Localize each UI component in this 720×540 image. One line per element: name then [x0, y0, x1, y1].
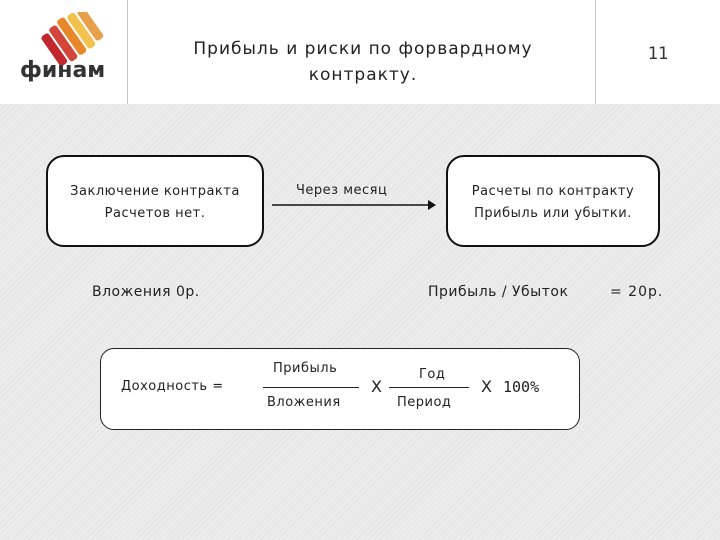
slide-header — [0, 0, 720, 104]
right-arrow-icon — [272, 199, 436, 211]
slide-title — [136, 36, 590, 88]
title-line-2: контракту. — [308, 65, 418, 85]
title-line-1: Прибыль и риски по форвардному — [193, 39, 533, 59]
contract-conclusion-line-1: Заключение контракта — [70, 184, 240, 199]
formula-lhs: Доходность = — [121, 379, 224, 394]
multiplier-percent: 100% — [503, 378, 540, 396]
slide-number: 11 — [647, 44, 669, 64]
fraction-2-denominator: Период — [397, 395, 452, 410]
profit-loss-text: Прибыль / Убыток — [428, 284, 569, 300]
settlement-line-2: Прибыль или убытки. — [474, 206, 632, 221]
multiply-sign-1: X — [371, 377, 382, 396]
fraction-2-numerator: Год — [419, 367, 446, 382]
contract-conclusion-line-2: Расчетов нет. — [104, 206, 206, 221]
settlement-box — [446, 155, 660, 247]
header-divider-left — [127, 0, 128, 104]
contract-conclusion-box — [46, 155, 264, 247]
fraction-1-numerator: Прибыль — [273, 361, 338, 376]
settlement-line-1: Расчеты по контракту — [471, 184, 635, 199]
multiply-sign-2: X — [481, 377, 492, 396]
fraction-2-bar — [389, 387, 469, 388]
yield-formula-box — [100, 348, 580, 430]
arrow-label: Через месяц — [296, 183, 388, 198]
investment-text: Вложения 0р. — [92, 284, 200, 300]
logo-text: финам — [20, 58, 106, 83]
fraction-1-bar — [263, 387, 359, 388]
result-text: = 20р. — [610, 284, 664, 300]
fraction-1-denominator: Вложения — [267, 395, 341, 410]
